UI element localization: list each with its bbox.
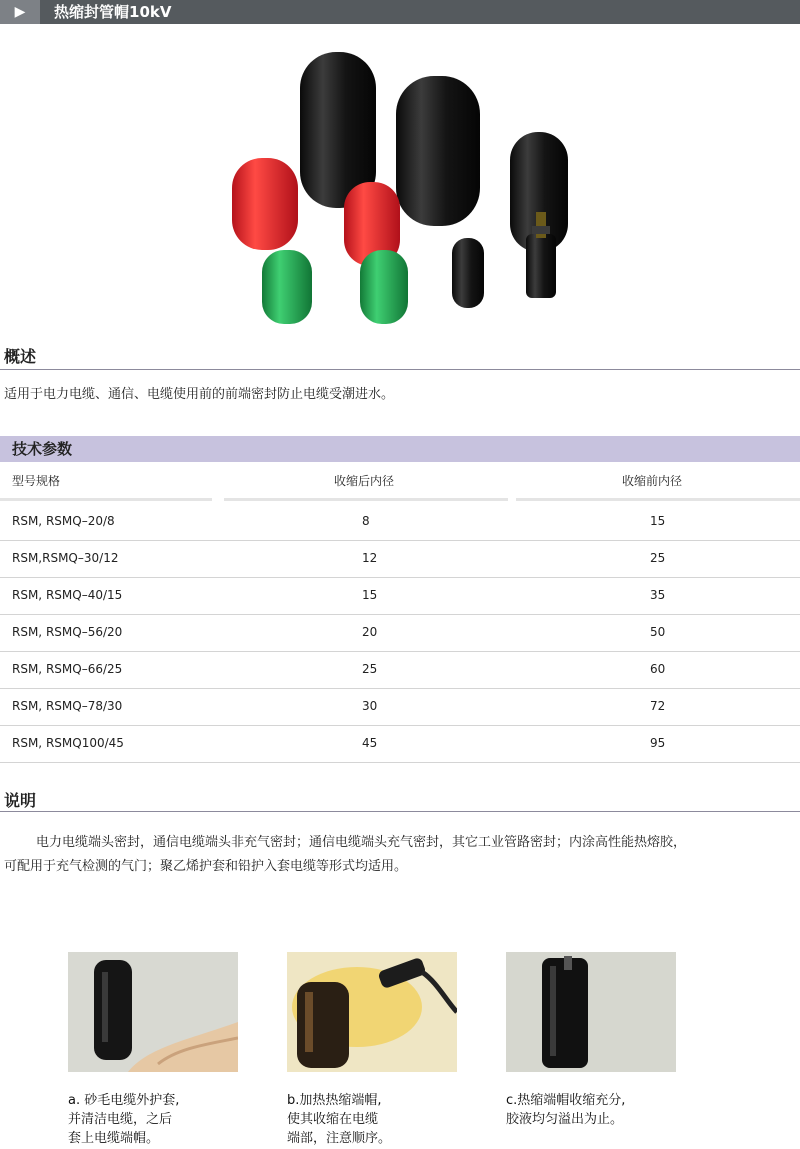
- header-bar: [0, 0, 800, 24]
- black-cap-small: [452, 238, 484, 308]
- notes-title: 说明: [4, 791, 37, 810]
- table-row: [0, 503, 800, 541]
- notes-text-line1: 电力电缆端头密封，通信电缆端头非充气密封；通信电缆端头充气密封，其它工业管路密封；内涂高性能热熔胶，: [36, 835, 687, 850]
- col-header-model: 型号规格: [12, 474, 61, 488]
- cell-after: 12: [362, 551, 378, 565]
- specs-band: [0, 436, 800, 462]
- cell-after: 30: [362, 699, 378, 713]
- cell-before: 60: [650, 662, 666, 676]
- cell-model: RSM, RSMQ–66/25: [12, 662, 123, 676]
- table-row: [0, 725, 800, 763]
- step-c-caption: c.热缩端帽收缩充分, 胶液均匀溢出为止。: [506, 1093, 626, 1127]
- cell-before: 50: [650, 625, 666, 639]
- cell-model: RSM, RSMQ–78/30: [12, 699, 123, 713]
- header-underline-2: [224, 498, 508, 501]
- col-header-before: 收缩前内径: [622, 474, 683, 488]
- play-arrow-icon: ▶: [0, 0, 40, 24]
- cell-after: 45: [362, 736, 378, 750]
- product-photo: [220, 40, 590, 340]
- specs-title: 技术参数: [12, 440, 73, 458]
- cell-before: 95: [650, 736, 666, 750]
- step-c-photo: [506, 952, 676, 1072]
- notes-divider: [0, 811, 800, 812]
- table-row: [0, 614, 800, 652]
- overview-divider: [0, 369, 800, 370]
- cell-model: RSM,RSMQ–30/12: [12, 551, 119, 565]
- cell-after: 25: [362, 662, 378, 676]
- notes-text-line2: 可配用于充气检测的气门；聚乙烯护套和铅护入套电缆等形式均适用。: [4, 859, 408, 874]
- cell-after: 8: [362, 514, 370, 528]
- overview-title: 概述: [4, 347, 37, 366]
- cell-model: RSM, RSMQ100/45: [12, 736, 124, 750]
- red-cap-1: [232, 158, 298, 250]
- cell-before: 35: [650, 588, 666, 602]
- header-underline-3: [516, 498, 800, 501]
- overview-text: 适用于电力电缆、通信、电缆使用前的前端密封防止电缆受潮进水。: [4, 387, 395, 402]
- page-title: 热缩封管帽10kV: [54, 3, 172, 21]
- table-row: [0, 577, 800, 615]
- step-b-photo: [287, 952, 457, 1072]
- cell-after: 15: [362, 588, 378, 602]
- cell-model: RSM, RSMQ–56/20: [12, 625, 123, 639]
- cell-after: 20: [362, 625, 378, 639]
- table-row: [0, 688, 800, 726]
- cell-model: RSM, RSMQ–20/8: [12, 514, 115, 528]
- step-a-caption: a. 砂毛电缆外护套, 并清洁电缆，之后 套上电缆端帽。: [68, 1093, 180, 1146]
- black-cap-large-2: [396, 76, 480, 226]
- green-cap-1: [262, 250, 312, 324]
- cell-before: 72: [650, 699, 666, 713]
- header-underline-1: [0, 498, 212, 501]
- valve-stem: [536, 212, 546, 238]
- step-b-caption: b.加热热缩端帽, 使其收缩在电缆 端部，注意顺序。: [287, 1093, 392, 1146]
- cell-model: RSM, RSMQ–40/15: [12, 588, 123, 602]
- table-row: [0, 540, 800, 578]
- black-cap-valve: [526, 234, 556, 298]
- cell-before: 15: [650, 514, 666, 528]
- table-row: [0, 651, 800, 689]
- col-header-after: 收缩后内径: [334, 474, 395, 488]
- green-cap-2: [360, 250, 408, 324]
- step-a-photo: [68, 952, 238, 1072]
- cell-before: 25: [650, 551, 666, 565]
